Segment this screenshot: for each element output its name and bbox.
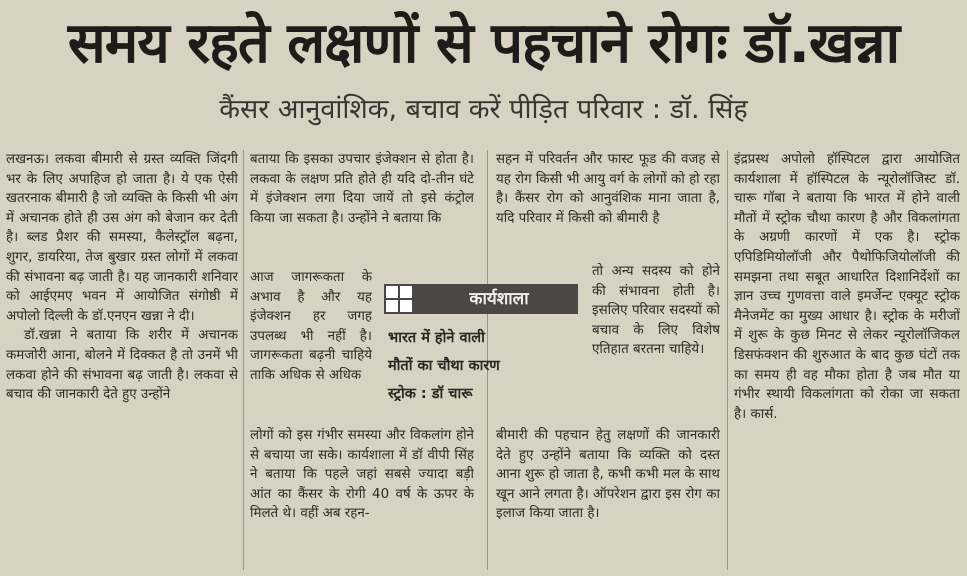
paragraph: सहन में परिवर्तन और फास्ट फूड की वजह से यह रोग किसी भी आयु वर्ग के लोगों को हो रहा है। कैंसर रोग को आनुवंशिक माना जाता है, यदि परिवार में किसी को बीमारी है [496, 152, 720, 226]
column-3-middle [592, 262, 720, 422]
column-4 [734, 150, 960, 572]
paragraph: बताया कि इसका उपचार इंजेक्शन से होता है। लकवा के लक्षण प्रति होते ही यदि दो-तीन घंटे में इंजेक्शन लगा दिया जायें तो इसे कंट्रोल किया जा सकता है। उन्होंने ने बताया कि [250, 152, 474, 226]
column-2-top [250, 150, 474, 268]
column-2-bottom [250, 426, 474, 572]
workshop-box-header [384, 284, 578, 314]
column-rule [727, 150, 728, 570]
column-2-middle [250, 268, 372, 426]
paragraph: आज जागरूकता के अभाव है और यह इंजेक्शन हर जगह उपलब्ध भी नहीं है। जागरूकता बढ़नी चाहिये ताकि अधिक से अधिक [250, 270, 372, 383]
paragraph: लखनऊ। लकवा बीमारी से ग्रस्त व्यक्ति जिंदगी भर के लिए अपाहिज हो जाता है। ये एक ऐसी खतरनाक बीमारी है जो व्यक्ति के किसी भी अंग में अचानक होते ही उस अंग को बेजान कर देती है। ब्लड प्रैशर की समस्या, कैलेस्ट्रॉल बढ़ना, शुगर, डायरिया, तेज बुखार ग्रस्त लोगों में लकवा की संभावना बढ़ जाती है। यह जानकारी शनिवार को आईएमए भवन में आयोजित संगोष्ठी में अपोलो दिल्ली के डॉ.एनएन खन्ना ने दी। [6, 152, 238, 324]
box-line: भारत में होने वाली [388, 330, 485, 346]
column-1 [6, 150, 238, 572]
workshop-box-text [388, 324, 576, 408]
paragraph: लोगों को इस गंभीर समस्या और विकलांग होने से बचाया जा सके। कार्यशाला में डॉ वीपी सिंह ने बताया कि पहले जहां सबसे ज्यादा बड़ी आंत का कैंसर के रोगी 40 वर्ष के ऊपर के मिलते थे। वहीं अब रहन- [250, 428, 474, 522]
paragraph: बीमारी की पहचान हेतु लक्षणों की जानकारी देते हुए उन्होंने बताया कि व्यक्ति को दस्त आना शुरू हो जाता है, कभी कभी मल के साथ खून आने लगता है। ऑपरेशन द्वारा इस रोग का इलाज किया जाता है। [496, 428, 720, 522]
paragraph: तो अन्य सदस्य को होने की संभावना होती है। इसलिए परिवार सदस्यों को बचाव के लिए विशेष एतिहात बरतना चाहिये। [592, 264, 720, 358]
box-line: मौतों का चौथा कारण [388, 358, 500, 374]
column-rule [243, 150, 244, 570]
paragraph: डॉ.खन्ना ने बताया कि शरीर में अचानक कमजोरी आना, बोलने में दिक्कत है तो उनमें भी लकवा होने की संभावना बढ़ जाती है। लकवा से बचाव की जानकारी देते हुए उन्होंने [6, 328, 238, 403]
column-3-top [496, 150, 720, 262]
box-line: स्ट्रोक : डॉ चारू [388, 386, 473, 402]
workshop-box [384, 284, 578, 422]
subheadline: कैंसर आनुवांशिक, बचाव करें पीड़ित परिवार : डॉ. सिंह [219, 94, 748, 125]
column-3-bottom [496, 426, 720, 572]
paragraph: इंद्रप्रस्थ अपोलो हॉस्पिटल द्वारा आयोजित कार्यशाला में हॉस्पिटल के न्यूरोलॉजिस्ट डॉ. चारू गॉबा ने बताया कि भारत में होने वाली मौतों में स्ट्रोक चौथा कारण है और विकलांगता के अग्रणी कारणों में एक है। स्ट्रोक एपिडिमियोलॉजी और पैथोफिजियोलॉजी की समझना तथा सबूत आधारित दिशानिर्देशों का ज्ञान उच्च गुणवत्ता वाले इमर्जेन्ट एक्यूट स्ट्रोक मैनेजमेंट का मुख्य आधार है। स्ट्रोक के मरीजों में शुरू के कुछ मिनट से लेकर न्यूरोलॉजिकल डिसफंक्शन की शुरुआत के बाद कुछ घंटों तक का समय ही वह मौका होता है जब मौत या गंभीर स्थायी विकलांगता को रोका जा सकता है। कार्स. [734, 152, 960, 422]
grid-icon [386, 286, 412, 312]
headline: समय रहते लक्षणों से पहचाने रोगः डॉ.खन्ना [67, 11, 900, 76]
workshop-label: कार्यशाला [469, 289, 529, 309]
